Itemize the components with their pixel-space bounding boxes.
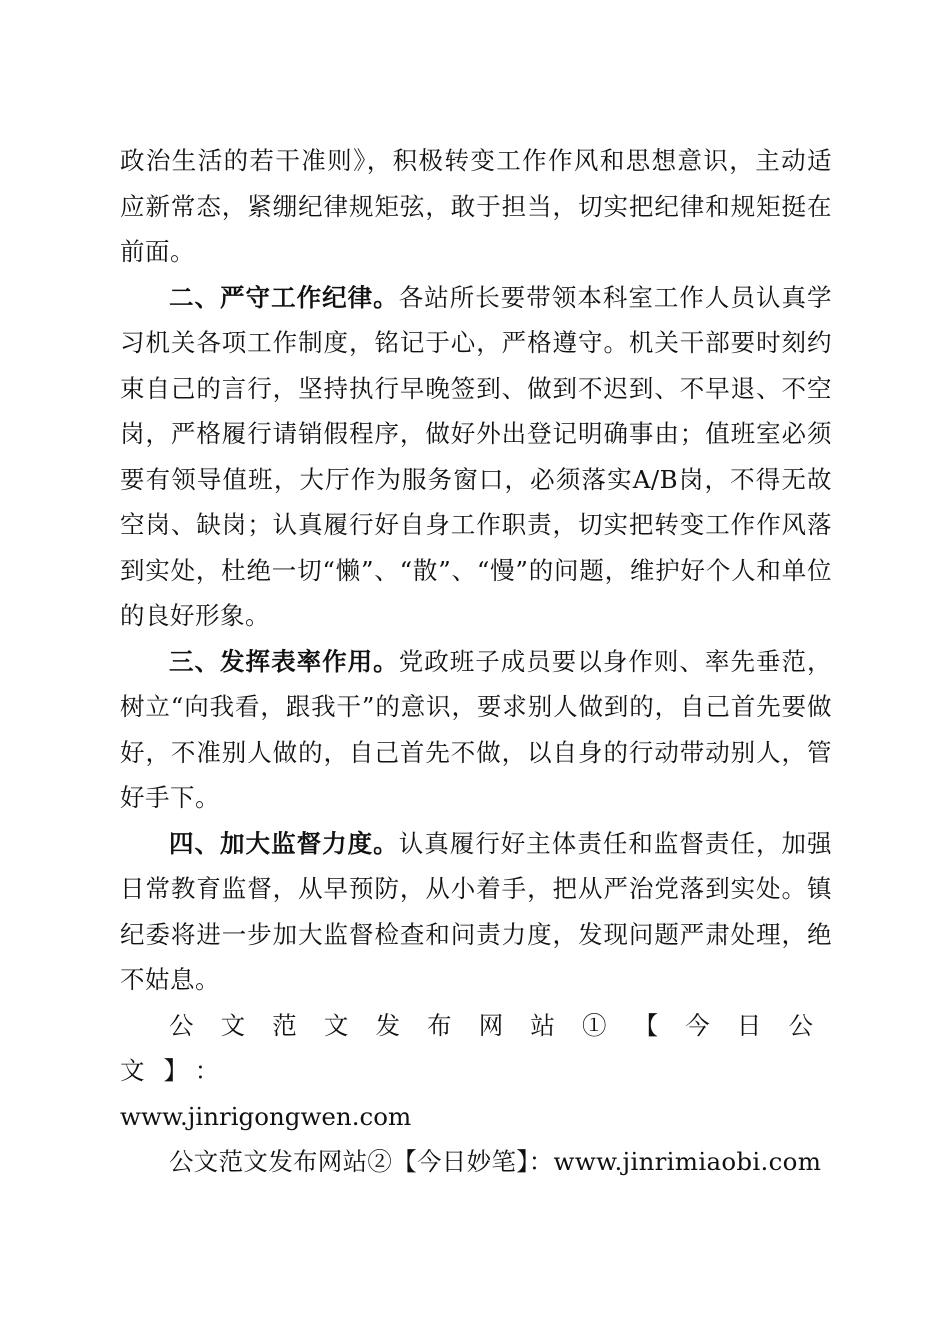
section-supervision — [120, 821, 832, 1003]
section-exemplary — [120, 639, 832, 821]
intro-paragraph: 政治生活的若干准则》，积极转变工作作风和思想意识，主动适应新常态，紧绷纪律规矩弦，敢于担当，切实把纪律和规矩挺在前面。 — [120, 146, 832, 266]
document-page — [120, 138, 832, 1185]
section-body: 认真履行好主体责任和监督责任，加强日常教育监督，从早预防，从小着手，把从严治党落到实处。镇纪委将进一步加大监督检查和问责力度，发现问题严肃处理，绝不姑息。 — [120, 828, 833, 994]
website-1-url: www.jinrigongwen.com — [120, 1101, 412, 1131]
section-heading: 二、严守工作纪律。 — [169, 282, 399, 312]
website-note-2: 公文范文发布网站②【今日妙笔】：www.jinrimiaobi.com — [169, 1147, 822, 1176]
section-discipline — [120, 275, 832, 639]
website-1-label: 公文范文发布网站①【今日公文】： — [120, 1010, 832, 1085]
section-heading: 三、发挥表率作用。 — [169, 646, 399, 676]
website-note-1 — [120, 1003, 832, 1140]
section-heading: 四、加大监督力度。 — [169, 828, 399, 858]
section-body: 各站所长要带领本科室工作人员认真学习机关各项工作制度，铭记于心，严格遵守。机关干部要时刻约束自己的言行，坚持执行早晚签到、做到不迟到、不早退、不空岗，严格履行请销假程序，做好外出登记明确事由；值班室必须要有领导值班，大厅作为服务窗口，必须落实A/B岗，不得无故空岗、缺岗；认真履行好自身工作职责，切实把转变工作作风落到实处，杜绝一切“懒”、“散”、“慢”的问题，维护好个人和单位的良好形象。 — [120, 282, 833, 630]
section-body: 党政班子成员要以身作则、率先垂范，树立“向我看，跟我干”的意识，要求别人做到的，自己首先要做好，不准别人做的，自己首先不做，以自身的行动带动别人，管好手下。 — [120, 646, 833, 812]
